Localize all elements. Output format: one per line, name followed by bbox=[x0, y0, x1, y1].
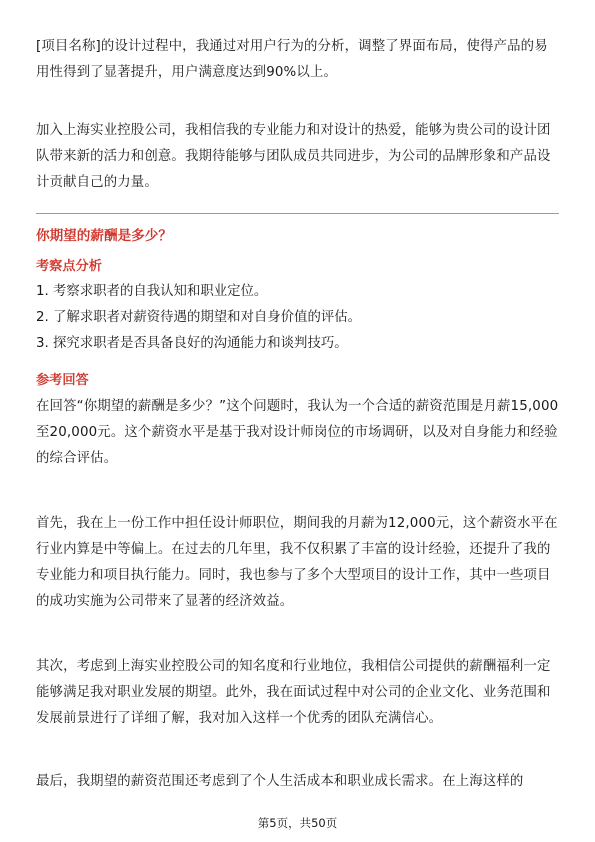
answer-heading: 参考回答 bbox=[36, 373, 89, 388]
answer-paragraph-3: 其次，考虑到上海实业控股公司的知名度和行业地位，我相信公司提供的薪酬福利一定能够满足我对职业发展的期望。此外，我在面试过程中对公司的企业文化、业务范围和发展前景进行了详细了解，我对加入这样一个优秀的团队充满信心。 bbox=[36, 659, 551, 726]
question-heading: 你期望的薪酬是多少？ bbox=[36, 228, 172, 244]
page-number-footer: 第5页，共50页 bbox=[257, 816, 338, 830]
section-divider bbox=[36, 213, 559, 214]
intro-paragraph-1: [项目名称]的设计过程中，我通过对用户行为的分析，调整了界面布局，使得产品的易用性得到了显著提升，用户满意度达到90%以上。 bbox=[36, 39, 548, 80]
list-item: 2. 了解求职者对薪资待遇的期望和对自身价值的评估。 bbox=[36, 310, 362, 325]
answer-paragraph-4: 最后，我期望的薪资范围还考虑到了个人生活成本和职业成长需求。在上海这样的 bbox=[36, 774, 524, 789]
list-item: 3. 探究求职者是否具备良好的沟通能力和谈判技巧。 bbox=[36, 336, 348, 351]
analysis-list bbox=[36, 279, 559, 357]
answer-paragraph-2: 首先，我在上一份工作中担任设计师职位，期间我的月薪为12,000元，这个薪资水平在行业内算是中等偏上。在过去的几年里，我不仅积累了丰富的设计经验，还提升了我的专业能力和项目执行能力。同时，我也参与了多个大型项目的设计工作，其中一些项目的成功实施为公司带来了显著的经济效益。 bbox=[36, 516, 558, 609]
intro-paragraph-2: 加入上海实业控股公司，我相信我的专业能力和对设计的热爱，能够为贵公司的设计团队带来新的活力和创意。我期待能够与团队成员共同进步，为公司的品牌形象和产品设计贡献自己的力量。 bbox=[36, 123, 551, 190]
list-item: 1. 考察求职者的自我认知和职业定位。 bbox=[36, 284, 268, 299]
answer-paragraph-1: 在回答“你期望的薪酬是多少？”这个问题时，我认为一个合适的薪资范围是月薪15,000至20,000元。这个薪资水平是基于我对设计师岗位的市场调研，以及对自身能力和经验的综合评估。 bbox=[36, 399, 559, 466]
analysis-heading: 考察点分析 bbox=[36, 259, 102, 274]
